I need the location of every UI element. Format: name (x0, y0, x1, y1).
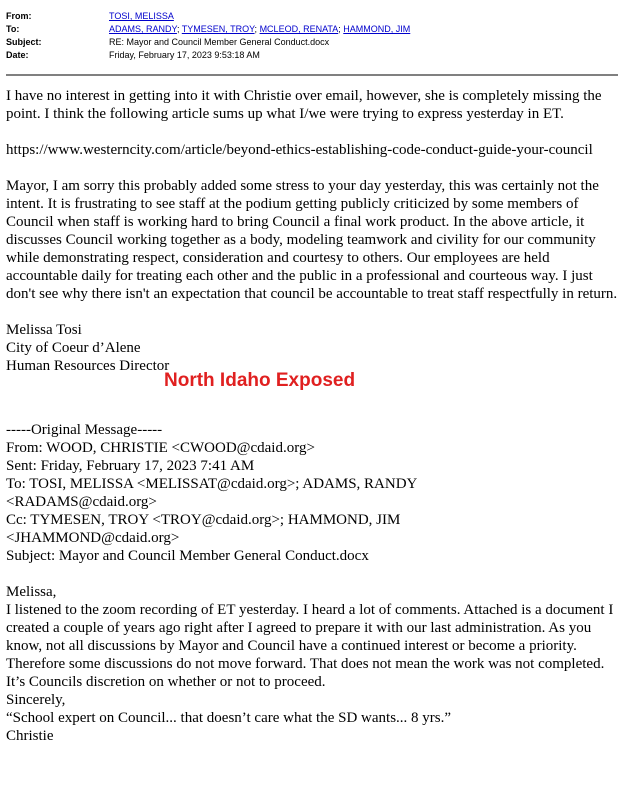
signature-org: City of Coeur d’Alene (6, 340, 141, 356)
original-sent: Sent: Friday, February 17, 2023 7:41 AM (6, 458, 255, 474)
original-to: To: TOSI, MELISSA <MELISSAT@cdaid.org>; ADAMS, RANDY (6, 476, 418, 492)
subject-value: RE: Mayor and Council Member General Conduct.docx (109, 37, 330, 47)
to-row: To: ADAMS, RANDY; TYMESEN, TROY; MCLEOD, RENATA; HAMMOND, JIM (6, 24, 411, 34)
signature-title: Human Resources Director (6, 358, 170, 374)
to-label: To: (6, 24, 20, 34)
original-cc-cont: <JHAMMOND@cdaid.org> (6, 530, 180, 546)
date-label: Date: (6, 50, 29, 60)
subject-label: Subject: (6, 37, 42, 47)
body-paragraph-1: I have no interest in getting into it with Christie over email, however, she is completely missing the point. I think the following article sums up what I/we were trying to express yesterday in ET. (6, 88, 602, 122)
original-message (6, 421, 618, 745)
article-link-text: https://www.westerncity.com/article/beyond-ethics-establishing-code-conduct-guide-your-council (6, 142, 593, 158)
to-link-tymesen[interactable]: TYMESEN, TROY (181, 24, 255, 34)
original-subject: Subject: Mayor and Council Member General Conduct.docx (6, 548, 369, 564)
subject-row (6, 36, 618, 49)
original-message-text: I listened to the zoom recording of ET yesterday. I heard a lot of comments. Attached is a document I created a couple of years ago right after I agreed to prepare it with our last administration. As you know, not all discussions by Mayor and Council have a continued interest or become a priority. Therefore some discussions do not move forward. That does not mean the work was not completed. It’s Councils discretion on whether or not to proceed. (6, 602, 614, 690)
from-link[interactable]: TOSI, MELISSA (109, 11, 174, 21)
watermark-text: North Idaho Exposed (164, 370, 356, 391)
to-link-hammond[interactable]: HAMMOND, JIM (343, 24, 411, 34)
original-from: From: WOOD, CHRISTIE <CWOOD@cdaid.org> (6, 440, 315, 456)
signature-block (6, 321, 618, 375)
date-row (6, 49, 618, 62)
signature-name: Melissa Tosi (6, 322, 82, 338)
from-row (6, 10, 618, 23)
header-divider (6, 74, 618, 76)
to-link-mcleod[interactable]: MCLEOD, RENATA (259, 24, 339, 34)
email-body (6, 87, 618, 745)
original-separator: -----Original Message----- (6, 422, 163, 438)
email-header (6, 10, 618, 62)
body-paragraph-3: Mayor, I am sorry this probably added some stress to your day yesterday, this was certainly not the intent. It is frustrating to see staff at the podium getting publicly criticized by some members of Council when staff is working hard to bring Council a final work product. In the above article, it discusses Council working together as a body, modeling teamwork and civility for our community while demonstrating respect, consideration and courtesy to others. Our employees are held accountable daily for treating each other and the public in a professional and courteous way. I just don't see why there isn't an expectation that council be accountable to treat staff respectfully in return. (6, 178, 618, 302)
original-closing: Sincerely, (6, 692, 66, 708)
original-quote: “School expert on Council... that doesn’t care what the SD wants... 8 yrs.” (6, 710, 452, 726)
from-label: From: (6, 11, 32, 21)
original-cc: Cc: TYMESEN, TROY <TROY@cdaid.org>; HAMMOND, JIM (6, 512, 401, 528)
date-value: Friday, February 17, 2023 9:53:18 AM (109, 50, 260, 60)
original-to-cont: <RADAMS@cdaid.org> (6, 494, 157, 510)
to-link-adams[interactable]: ADAMS, RANDY (109, 24, 177, 34)
original-signoff: Christie (6, 728, 54, 744)
original-greeting: Melissa, (6, 584, 57, 600)
